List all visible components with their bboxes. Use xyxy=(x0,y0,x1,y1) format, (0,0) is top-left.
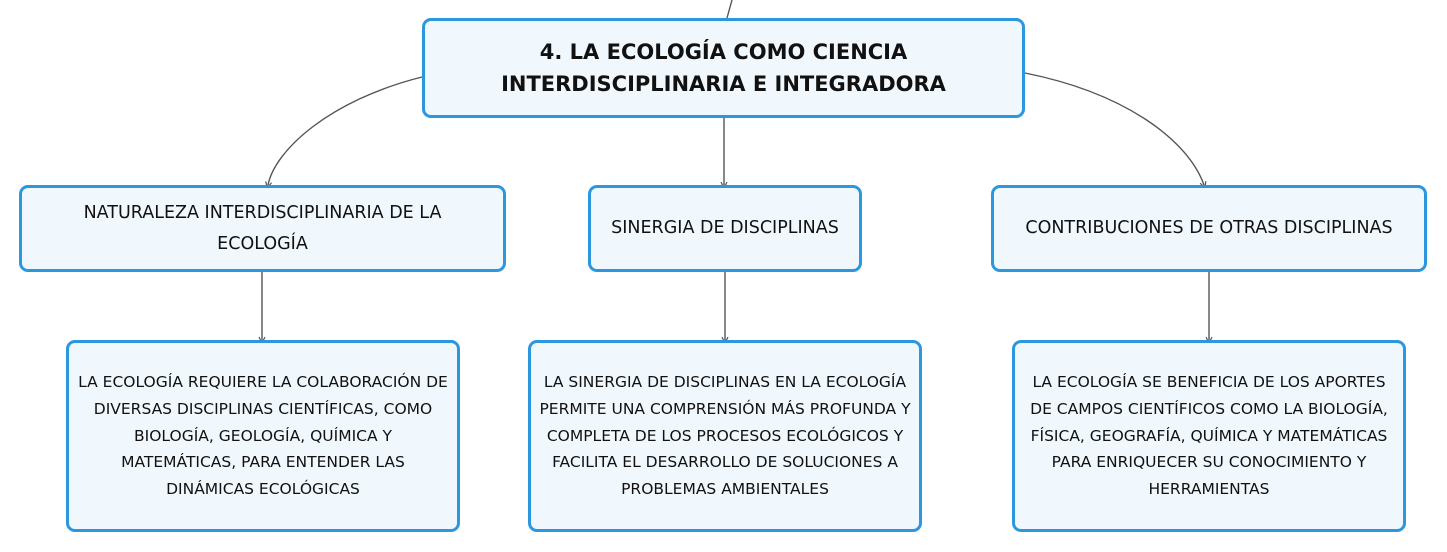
root-topic-text: 4. LA ECOLOGÍA COMO CIENCIA INTERDISCIPLINARIA E INTEGRADORA xyxy=(501,40,946,96)
connector-parent-to-root xyxy=(727,0,732,18)
detail-node-sinergia[interactable] xyxy=(528,340,922,532)
branch-node-contribuciones[interactable] xyxy=(991,185,1427,272)
branch-label: NATURALEZA INTERDISCIPLINARIA DE LA ECOLOGÍA xyxy=(83,202,442,254)
root-topic-node[interactable] xyxy=(422,18,1025,118)
branch-label: CONTRIBUCIONES DE OTRAS DISCIPLINAS xyxy=(1025,218,1393,238)
branch-label: SINERGIA DE DISCIPLINAS xyxy=(611,218,839,238)
detail-text: LA ECOLOGÍA SE BENEFICIA DE LOS APORTES DE CAMPOS CIENTÍFICOS COMO LA BIOLOGÍA, FÍSICA, GEOGRAFÍA, QUÍMICA Y MATEMÁTICAS PARA ENRIQUECER SU CONOCIMIENTO Y HERRAMIENTAS xyxy=(1030,373,1388,499)
detail-text: LA ECOLOGÍA REQUIERE LA COLABORACIÓN DE DIVERSAS DISCIPLINAS CIENTÍFICAS, COMO BIOLOGÍA, GEOLOGÍA, QUÍMICA Y MATEMÁTICAS, PARA ENTENDER LAS DINÁMICAS ECOLÓGICAS xyxy=(78,373,448,499)
connector-root-to-branch-3 xyxy=(1025,73,1204,185)
detail-text: LA SINERGIA DE DISCIPLINAS EN LA ECOLOGÍA PERMITE UNA COMPRENSIÓN MÁS PROFUNDA Y COMPLETA DE LOS PROCESOS ECOLÓGICOS Y FACILITA EL DESARROLLO DE SOLUCIONES A PROBLEMAS AMBIENTALES xyxy=(539,373,911,499)
detail-node-contribuciones[interactable] xyxy=(1012,340,1406,532)
detail-node-naturaleza[interactable] xyxy=(66,340,460,532)
branch-node-sinergia[interactable] xyxy=(588,185,862,272)
connector-root-to-branch-1 xyxy=(268,77,422,185)
branch-node-naturaleza[interactable] xyxy=(19,185,506,272)
